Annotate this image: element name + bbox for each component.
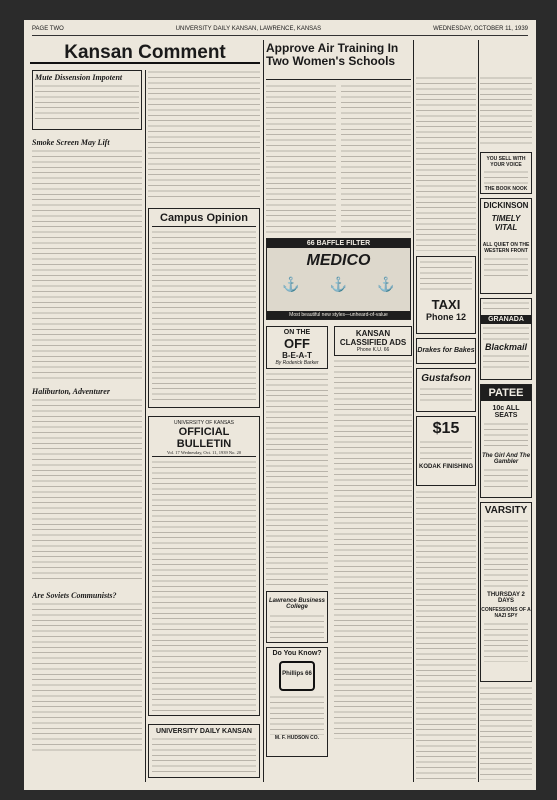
gustafson-text [420,387,472,405]
right-lower-col [416,490,476,780]
right-news-text [416,76,476,251]
staff-box-text [152,737,256,773]
you-sell-ad [480,152,532,194]
patee-text-2 [484,468,528,490]
granada-title: GRANADA [481,315,531,324]
far-right-news [480,76,532,148]
off-beat-column [266,326,328,780]
patee-title: PATEE [481,385,531,401]
medico-ad [266,238,411,320]
phillips-ad [266,647,328,757]
editorial-text [148,70,260,200]
classified-section [334,326,412,780]
dickinson-text [484,257,528,279]
editorial-heading: Smoke Screen May Lift [32,138,110,147]
editorial-text [35,84,139,122]
phillips-dealer: M. F. HUDSON CO. [274,735,320,741]
varsity-ad [480,502,532,682]
confessions-title: CONFESSIONS OF A NAZI SPY [481,607,531,619]
business-college-text [270,614,324,638]
fifteen-price: $15 [432,420,460,437]
granada-text-2 [483,354,529,368]
pipe-icon: ⚓ [282,276,300,292]
patee-ad [480,384,532,498]
gustafson-ad [416,368,476,412]
thursday-label: THURSDAY 2 DAYS [487,592,525,604]
editorial-item-2 [32,138,142,379]
taxi-ad [416,256,476,334]
kodak-ad [416,416,476,486]
editorial-heading: Mute Dissension Impotent [35,73,123,82]
granada-text [483,326,529,340]
you-sell-text [484,170,528,184]
bulletin-university: UNIVERSITY OF KANSAS [174,420,234,426]
varsity-title: VARSITY [484,505,528,516]
granada-ad [480,298,532,380]
bulletin-volume: Vol. 17 Wednesday, Oct. 11, 1939 No. 20 [152,450,256,457]
bulletin-text [152,460,256,715]
phillips-text [270,695,324,735]
editorial-column-2 [148,70,260,782]
far-right-bottom [480,686,532,780]
column-rule [145,70,146,782]
you-sell-title: YOU SELL WITH YOUR VOICE [486,156,526,168]
taxi-title: TAXI [431,297,461,312]
editorial-masthead [30,42,260,64]
editorial-heading: Haliburton, Adventurer [32,387,110,396]
far-right-text [480,76,532,148]
editorial-heading: Are Soviets Communists? [32,591,117,600]
off-beat-byline: By Roderick Barker [275,360,319,366]
medico-top: 66 BAFFLE FILTER [267,239,410,248]
classified-phone: Phone K.U. 66 [356,347,390,353]
gambler-title: The Girl And The Gambler [481,453,531,465]
phillips-shield-icon: Phillips 66 [279,661,315,691]
editorial-title: Kansan Comment [64,42,226,63]
business-college-title: Lawrence Business College [268,598,326,610]
right-news-col [416,76,476,251]
campus-opinion-title: Campus Opinion [152,212,256,227]
off-beat-line3: B-E-A-T [282,351,312,360]
off-beat-line2: OFF [284,336,310,351]
off-beat-header [266,326,328,369]
paper-name: UNIVERSITY DAILY KANSAN, LAWRENCE, KANSAS [175,26,322,32]
bulletin-title: OFFICIAL BULLETIN [176,426,232,450]
page-header [32,26,528,36]
drakes-ad [416,338,476,364]
newspaper-page [24,20,536,790]
all-quiet-title: ALL QUIET ON THE WESTERN FRONT [482,242,530,254]
page-date: WEDNESDAY, OCTOBER 11, 1939 [433,26,528,32]
editorial-item-3 [32,387,142,583]
pipe-icon: ⚓ [377,276,395,292]
patee-admission: 10c ALL SEATS [492,405,520,419]
granada-pre [483,301,529,313]
center-title: Approve Air Training In Two Women's Schools [266,42,399,68]
pipe-row [267,276,410,293]
column-rule [263,40,264,782]
column-rule [413,40,414,782]
blackmail-title: Blackmail [484,342,528,352]
drakes-title: Drakes for Bakes [417,347,475,354]
off-beat-line1: ON THE [283,329,311,336]
book-nook-title: THE BOOK NOOK [484,186,528,192]
patee-text [484,422,528,450]
right-lower-text [416,490,476,780]
kansan-staff-box [148,724,260,778]
dickinson-title: DICKINSON [483,201,529,210]
page-label: PAGE TWO [32,26,64,32]
kodak-text [420,440,472,462]
campus-opinion-text [152,230,256,400]
editorial-text [32,602,142,752]
pipe-icon: ⚓ [329,276,348,292]
editorial-item-4 [32,591,142,752]
editorial-box-1 [32,70,142,130]
timely-vital: TIMELY VITAL [491,214,521,232]
varsity-text [484,519,528,589]
business-college-ad [266,591,328,643]
center-story-col-2 [341,84,411,234]
classified-header [334,326,412,356]
gustafson-title: Gustafson [421,373,471,384]
kodak-title: KODAK FINISHING [419,464,473,470]
medico-sub: Most beautiful new styles—unheard-of-value [267,311,410,319]
center-story-col-1 [266,84,336,234]
do-you-know: Do You Know? [272,650,322,657]
dickinson-ad [480,198,532,294]
classified-title: KANSAN CLASSIFIED ADS [339,329,407,347]
editorial-text [32,149,142,379]
center-story-text [266,84,336,234]
column-rule [478,40,479,782]
campus-opinion-box [148,208,260,408]
editorial-text [32,398,142,583]
classified-listings [334,359,412,739]
center-headline [266,42,411,80]
taxi-text [420,260,472,294]
official-bulletin [148,416,260,716]
off-beat-text [266,372,328,587]
varsity-text-2 [484,622,528,662]
editorial-column-1 [32,70,142,782]
staff-box-title: UNIVERSITY DAILY KANSAN [156,728,252,735]
taxi-phone: Phone 12 [425,312,466,322]
center-story-text [341,84,411,234]
far-right-bottom-text [480,686,532,780]
medico-brand: MEDICO [306,252,371,269]
